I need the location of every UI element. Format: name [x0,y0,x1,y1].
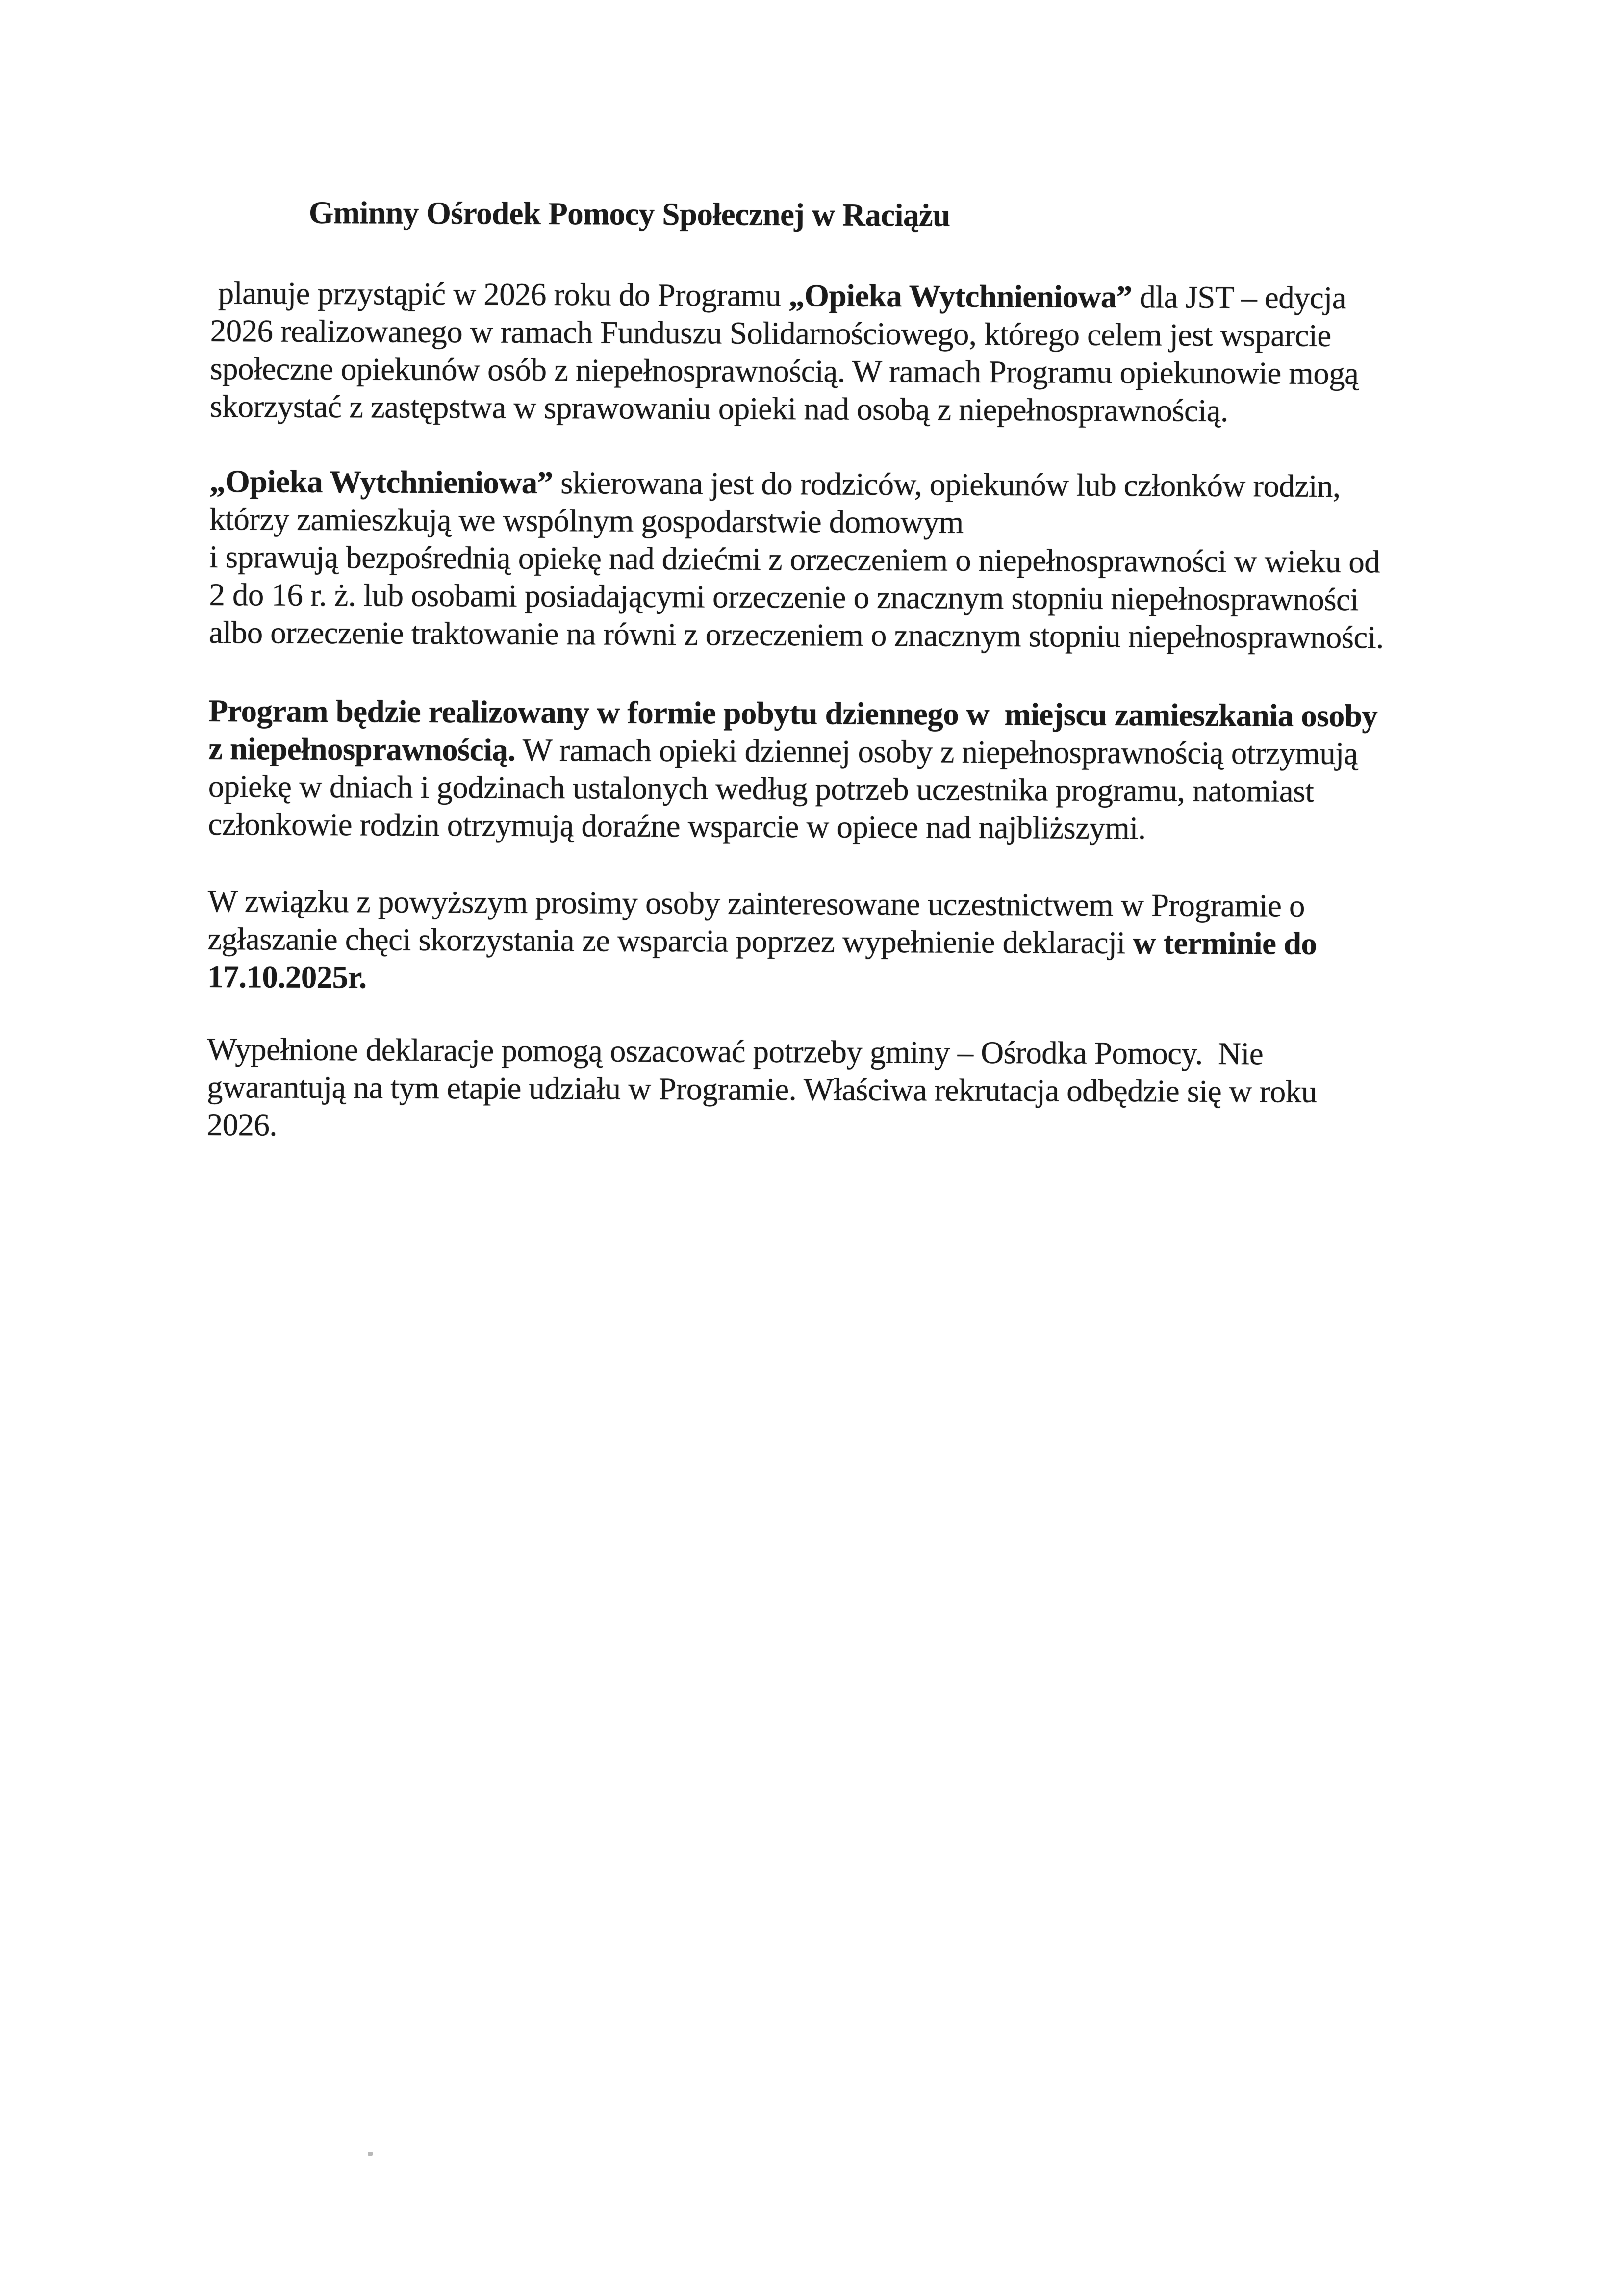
text-line [209,538,1484,582]
text-run: członkowie rodzin otrzymują doraźne wsparcie w opiece nad najbliższymi. [208,806,1146,846]
text-run: dla JST – edycja [1132,280,1346,316]
text-line [207,958,1482,1001]
text-run: W ramach opieki dziennej osoby z niepełnosprawnością otrzymują [515,732,1358,772]
text-run: 2 do 16 r. ż. lub osobami posiadającymi orzeczenie o znacznym stopniu niepełnosprawności [209,577,1359,618]
text-run: Wypełnione deklaracje pomogą oszacować potrzeby gminy – Ośrodka Pomocy. Nie [207,1031,1264,1072]
text-run: W związku z powyższym prosimy osoby zainteresowane uczestnictwem w Programie o [207,883,1305,924]
bold-text-run: Program będzie realizowany w formie pobytu dziennego w miejscu zamieszkania osoby [208,693,1378,734]
text-run: gwarantują na tym etapie udziału w Programie. Właściwa rekrutacja odbędzie się w roku [206,1069,1317,1110]
document-title: Gminny Ośrodek Pomocy Społecznej w Raciążu [308,195,950,233]
paragraph [210,275,1485,431]
text-line [207,1031,1482,1074]
text-run: którzy zamieszkują we wspólnym gospodarstwie domowym [209,501,964,540]
text-line [210,275,1485,318]
text-line [209,576,1484,619]
text-line [207,920,1482,964]
text-run: społeczne opiekunów osób z niepełnosprawnością. W ramach Programu opiekunowie mogą [210,351,1359,392]
text-run: planuje przystąpić w 2026 roku do Programu [210,275,789,314]
text-line [210,388,1485,431]
bold-text-run: „Opieka Wytchnieniowa” [788,278,1132,315]
text-run: 2026. [206,1107,278,1143]
text-line [210,350,1485,393]
paragraph [207,883,1483,1001]
text-run: skorzystać z zastępstwa w sprawowaniu opieki nad osobą z niepełnosprawnością. [209,388,1228,429]
text-line [208,692,1483,736]
text-line [207,1069,1482,1112]
paragraph [207,1031,1482,1149]
bold-text-run: w terminie do [1133,925,1317,962]
text-run: opiekę w dniach i godzinach ustalonych według potrzeb uczestnika programu, natomiast [208,768,1314,809]
paragraph [209,463,1485,657]
paragraph [208,692,1483,849]
text-line [208,730,1483,773]
text-line [208,806,1483,849]
text-run: skierowana jest do rodziców, opiekunów lub członków rodzin, [553,465,1341,505]
text-line [208,883,1483,926]
text-line [209,614,1484,657]
bold-text-run: z niepełnosprawnością. [208,731,516,768]
scan-artifact-speck [368,2152,373,2156]
document-body [207,275,1486,1149]
text-run: albo orzeczenie traktowanie na równi z orzeczeniem o znacznym stopniu niepełnosprawności. [208,614,1384,656]
document-content [207,194,1486,1149]
text-line [210,312,1485,356]
text-line [209,463,1484,506]
bold-text-run: „Opieka Wytchnieniowa” [209,463,553,501]
text-run: i sprawują bezpośrednią opiekę nad dziećmi z orzeczeniem o niepełnosprawności w wieku od [209,539,1380,580]
text-line [209,501,1484,544]
text-line [208,768,1483,811]
bold-text-run: 17.10.2025r. [207,959,367,995]
text-run: zgłaszanie chęci skorzystania ze wsparcia poprzez wypełnienie deklaracji [207,921,1133,961]
text-line [207,1106,1482,1149]
text-run: 2026 realizowanego w ramach Funduszu Solidarnościowego, którego celem jest wsparcie [210,313,1331,354]
